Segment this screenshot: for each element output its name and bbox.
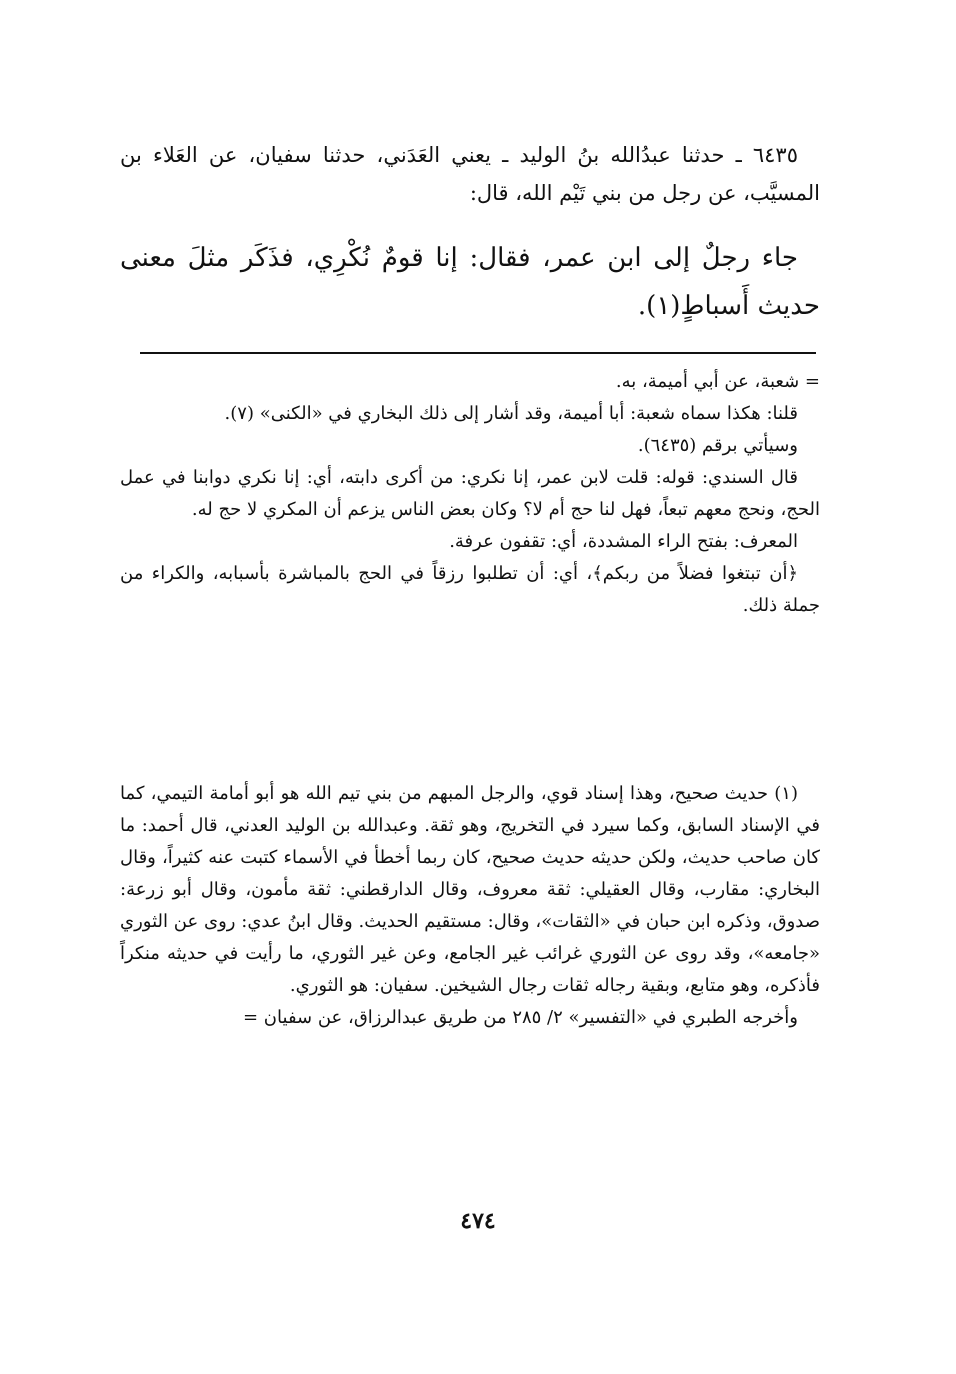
footnote-section xyxy=(120,778,820,1034)
page-number: ٤٧٤ xyxy=(460,1208,496,1234)
footnote-1: (١) حديث صحيح، وهذا إسناد قوي، والرجل المبهم من بني تيم الله هو أبو أمامة التيمي، كما في الإسناد السابق، وكما سيرد في التخريج، وهو ثقة. وعبدالله بن الوليد العدني، قال أحمد: ما كان صاحب حديث، ولكن حديثه حديث صحيح، كان ربما أخطأ في الأسماء كتبت عنه كثيراً، وقال البخاري: مقارب، وقال العقيلي: ثقة معروف، وقال الدارقطني: ثقة مأمون، وقال أبو زرعة: صدوق، وذكره ابن حبان في «الثقات»، وقال: مستقيم الحديث. وقال ابنُ عدي: روى عن الثوري «جامعه»، وقد روى عن الثوري غرائب غير الجامع، وعن غير الثوري، ما رأيت في حديثه منكراً فأذكره، وهو متابع، وبقية رجاله ثقات رجال الشيخين. سفيان: هو الثوري. xyxy=(120,783,820,996)
separator-line xyxy=(140,352,816,354)
note-continuation: = شعبة، عن أبي أميمة، به. xyxy=(615,371,820,392)
footnote-continuation: وأخرجه الطبري في «التفسير» ٢/ ٢٨٥ من طريق عبدالرزاق، عن سفيان = xyxy=(243,1007,798,1028)
hadith-header: ٦٤٣٥ ـ حدثنا عبدُالله بنُ الوليد ـ يعني العَدَني، حدثنا سفيان، عن العَلاء بن المسيَّب، عن رجل من بني تَيْم الله، قال: xyxy=(120,143,820,205)
note-paragraph: قال السندي: قوله: قلت لابن عمر، إنا نكري: من أكرى دابته، أي: إنا نكري دوابنا في عمل الحج، ونحج معهم تبعاً، فهل لنا حج أم لا؟ وكان بعض الناس يزعم أن المكري لا حج له. xyxy=(120,467,820,520)
note-paragraph: المعرف: بفتح الراء المشددة، أي: تقفون عرفة. xyxy=(449,531,798,552)
note-paragraph: وسيأتي برقم (٦٤٣٥). xyxy=(637,435,798,456)
note-paragraph: ﴿أن تبتغوا فضلاً من ربكم﴾، أي: أن تطلبوا رزقاً في الحج بالمباشرة بأسبابه، والكراء من جملة ذلك. xyxy=(120,563,820,616)
notes-section xyxy=(120,366,820,622)
note-paragraph: قلنا: هكذا سماه شعبة: أبا أميمة، وقد أشار إلى ذلك البخاري في «الكنى» (٧). xyxy=(224,403,798,424)
hadith-matn: جاء رجلٌ إلى ابن عمر، فقال: إنا قومٌ نُكْرِي، فذَكَر مثلَ معنى حديث أَسباطٍ(١). xyxy=(120,243,820,321)
